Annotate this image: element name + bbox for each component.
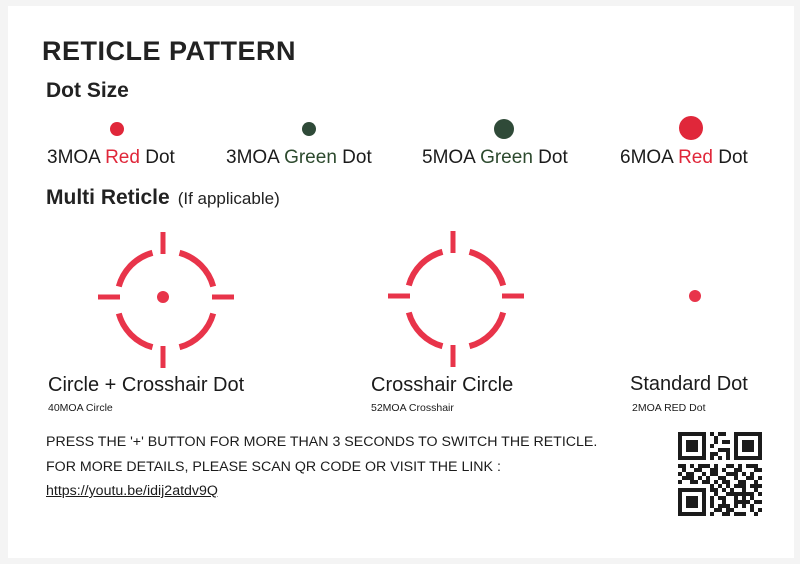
dot-label-3moa-green: 3MOA Green Dot <box>226 147 372 168</box>
reticle-note-40moa-circle: 40MOA Circle <box>48 402 113 414</box>
dot-label-3moa-red: 3MOA Red Dot <box>47 147 175 168</box>
green-dot-3moa-icon <box>302 122 316 136</box>
green-dot-5moa-icon <box>494 119 514 139</box>
instruction-line-1: PRESS THE '+' BUTTON FOR MORE THAN 3 SECONDS TO SWITCH THE RETICLE. <box>46 434 598 450</box>
reticle-label-circle-crosshair-dot: Circle + Crosshair Dot <box>48 374 245 396</box>
dot-label-6moa-red: 6MOA Red Dot <box>620 147 748 168</box>
video-link[interactable]: https://youtu.be/idij2atdv9Q <box>46 483 218 499</box>
reticle-label-standard-dot: Standard Dot <box>630 373 748 395</box>
red-dot-3moa-icon <box>110 122 124 136</box>
crosshair-circle-icon <box>386 229 526 369</box>
multi-reticle-heading: Multi Reticle (If applicable) <box>46 186 280 209</box>
page-title: RETICLE PATTERN <box>42 36 296 66</box>
qr-code-icon[interactable] <box>678 432 762 516</box>
dot-size-heading: Dot Size <box>46 79 129 102</box>
standard-dot-icon <box>689 290 701 302</box>
reticle-note-52moa-crosshair: 52MOA Crosshair <box>371 402 454 414</box>
red-dot-6moa-icon <box>679 116 703 140</box>
reticle-note-2moa-red-dot: 2MOA RED Dot <box>632 402 706 414</box>
dot-label-5moa-green: 5MOA Green Dot <box>422 147 568 168</box>
circle-crosshair-dot-icon <box>96 230 236 370</box>
reticle-label-crosshair-circle: Crosshair Circle <box>371 374 514 396</box>
instruction-line-2: FOR MORE DETAILS, PLEASE SCAN QR CODE OR VISIT THE LINK : <box>46 459 501 475</box>
